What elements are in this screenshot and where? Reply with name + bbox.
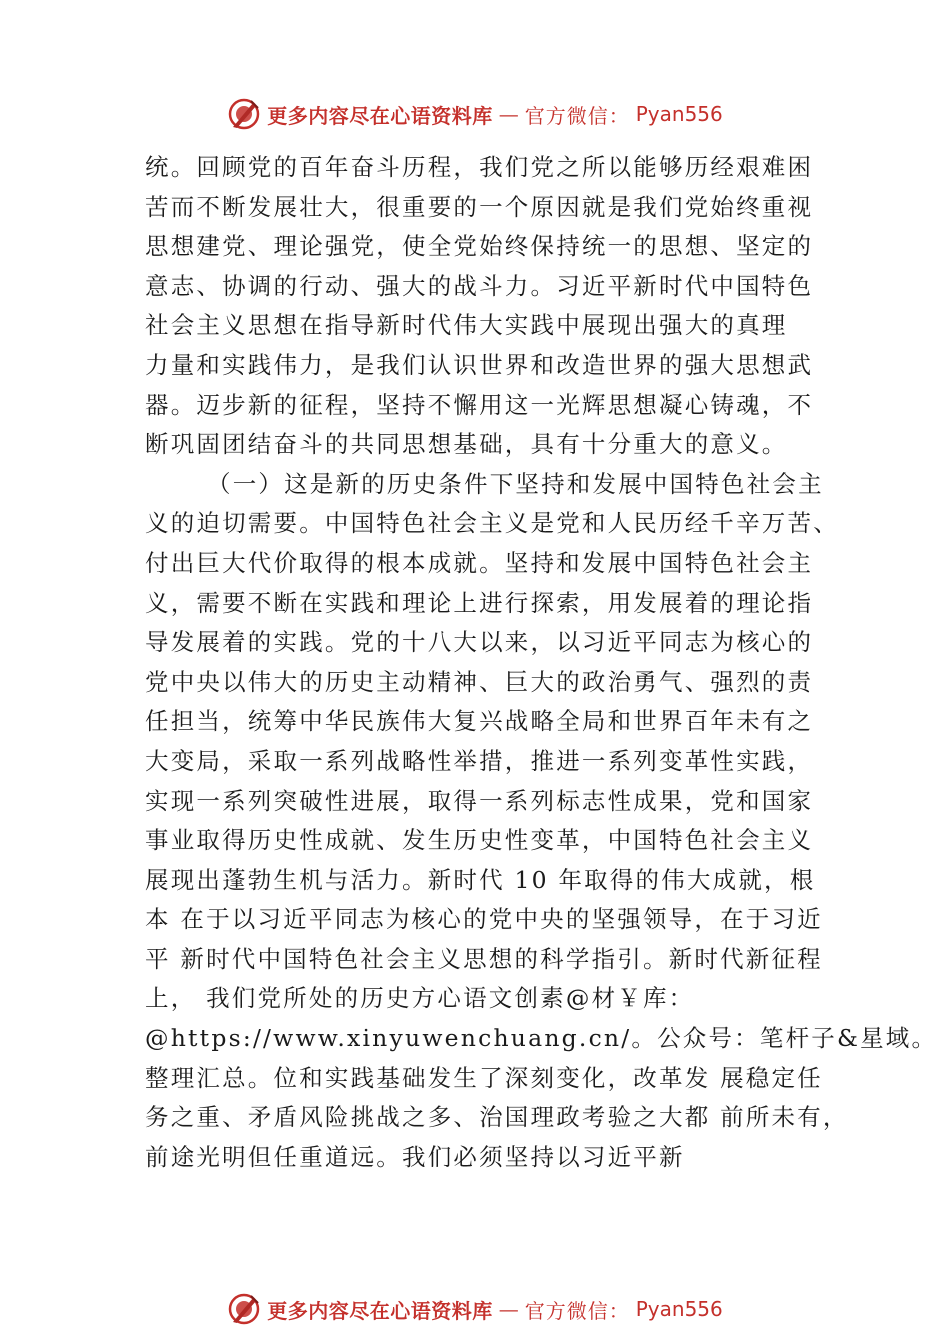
text-line: 力量和实践伟力，是我们认识世界和改造世界的强大思想武 [145,350,814,379]
text-line: 大变局，采取一系列战略性举措，推进一系列变革性实践， [145,746,814,775]
text-line-url: @https://www.xinyuwenchuang.cn/。公众号：笔杆子&星域。 [145,1024,938,1053]
text-line: 实现一系列突破性进展，取得一系列标志性成果，党和国家 [145,786,814,815]
quill-seal-logo-icon [227,1292,261,1326]
text-line: 平 新时代中国特色社会主义思想的科学指引。新时代新征程 [145,944,823,973]
text-line: 事业取得历史性成就、发生历史性变革，中国特色社会主义 [145,826,814,855]
footer-banner [0,1287,950,1331]
banner-dash: — [498,102,519,126]
text-line: 前途光明但任重道远。我们必须坚持以习近平新 [145,1142,685,1171]
text-line: 导发展着的实践。党的十八大以来，以习近平同志为核心的 [145,628,814,657]
text-line: 思想建党、理论强党，使全党始终保持统一的思想、坚定的 [145,232,814,261]
banner-wechat-label: 官方微信： [524,1298,630,1323]
text-line: 统。回顾党的百年奋斗历程，我们党之所以能够历经艰难困 [145,153,814,181]
text-line: 任担当，统筹中华民族伟大复兴战略全局和世界百年未有之 [145,707,814,736]
banner-brand-text: 更多内容尽在心语资料库 [267,103,493,128]
text-line: 党中央以伟大的历史主动精神、巨大的政治勇气、强烈的责 [145,667,814,696]
text-line: 付出巨大代价取得的根本成就。坚持和发展中国特色社会主 [145,548,814,577]
text-line: 义，需要不断在实践和理论上进行探索，用发展着的理论指 [145,588,814,617]
section-heading-line: （一）这是新的历史条件下坚持和发展中国特色社会主 [207,469,824,498]
banner-wechat-label: 官方微信： [524,103,630,128]
text-line: 社会主义思想在指导新时代伟大实践中展现出强大的真理 [145,311,788,340]
text-line: 务之重、矛盾风险挑战之多、治国理政考验之大都 前所未有， [145,1103,849,1132]
header-banner [0,92,950,136]
text-line: 苦而不断发展壮大，很重要的一个原因就是我们党始终重视 [145,192,814,221]
text-line: 展现出蓬勃生机与活力。新时代 10 年取得的伟大成就，根 [145,865,816,894]
banner-dash: — [498,1297,519,1321]
banner-wechat-id: Pyan556 [635,102,723,126]
text-line: 器。迈步新的征程，坚持不懈用这一光辉思想凝心铸魂，不 [145,390,814,419]
banner-wechat-id: Pyan556 [635,1297,723,1321]
quill-seal-logo-icon [227,97,261,131]
text-line: 整理汇总。位和实践基础发生了深刻变化，改革发 展稳定任 [145,1063,823,1092]
text-line: 本 在于以习近平同志为核心的党中央的坚强领导，在于习近 [145,905,823,934]
text-line: 义的迫切需要。中国特色社会主义是党和人民历经千辛万苦、 [145,509,839,538]
banner-brand-text: 更多内容尽在心语资料库 [267,1298,493,1323]
document-body [145,148,938,1177]
text-line: 上， 我们党所处的历史方心语文创素@材￥库： [145,984,695,1013]
text-line: 断巩固团结奋斗的共同思想基础，具有十分重大的意义。 [145,430,788,459]
text-line: 意志、协调的行动、强大的战斗力。习近平新时代中国特色 [145,271,814,300]
